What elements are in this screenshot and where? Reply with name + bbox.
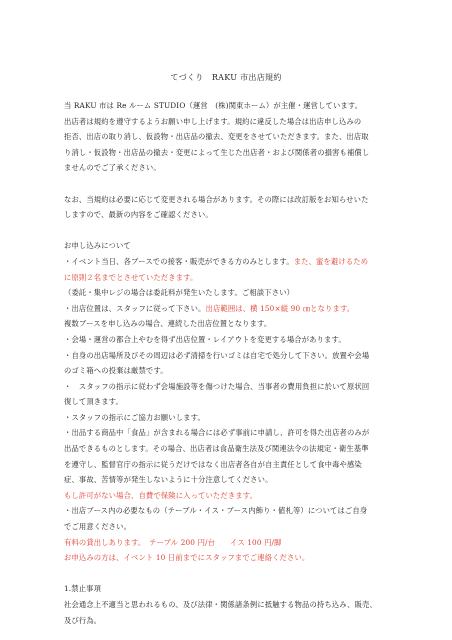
- application-line: ・ スタッフの指示に従わず会場施設等を傷つけた場合、当事者の費用負担に於いて原状回: [64, 381, 370, 391]
- application-line: 出品できるものとします。その場合、出店者は食品衛生法及び関連法令の法規定・衛生基準: [64, 444, 369, 454]
- rental-price-line: 有料の貸出しあります。 テーブル 200 円/台 イス 100 円/脚: [64, 537, 282, 547]
- application-line: ・出店ブース内の必要なもの（テーブル・イス・ブース内飾り・値札等）についてはご自身: [64, 506, 368, 516]
- application-line: [64, 301, 398, 317]
- prohibited-line: 社会通念上不適当と思われるもの、及び法律・関係諸条例に抵触する物品の持ち込み、販売、: [64, 600, 377, 609]
- application-line-red: もし許可がない場合、自費で保険に入っていただきます。: [64, 490, 258, 500]
- intro-line: 拒否、出店の取り消し、仮設物・出店品の撤去、変更をさせていただきます。また、出店取: [64, 132, 369, 142]
- application-line: ・会場・運営の都合上やむを得ず出店位置・レイアウトを変更する場合があります。: [64, 334, 346, 344]
- intro-line: り消し・仮設物・出店品の撤去・変更によって生じた出店者・および関係者の損害も補償し: [64, 147, 370, 157]
- application-text: ・イベント当日、各ブースでの接客・販売ができる方のみとします。: [64, 256, 294, 266]
- intro-line: 当 RAKU 市は Re ルーム STUDIO（運営 (株)関東ホーム）が主催・運営しています。: [64, 101, 363, 110]
- application-line: でご用意ください。: [64, 522, 132, 532]
- rental-deadline-line: お申込みの方は、イベント 10 日前までにスタッフまでご連絡ください。: [64, 553, 310, 563]
- prohibited-line: 及び行為。: [64, 615, 102, 625]
- intro-line: ませんのでご了承ください。: [64, 163, 161, 173]
- notice-line: なお、当規約は必要に応じて変更される場合があります。その際には改訂版をお知らせいた: [64, 194, 369, 204]
- application-line: ・自身の出店場所及びその周辺は必ず清掃を行いゴミは自宅で処分して下さい。放置や会場: [64, 350, 370, 360]
- application-line: （委託・集中レジの場合は委託料が発生いたします。ご相談下さい）: [64, 288, 295, 298]
- application-text: ・出店位置は、スタッフに従って下さい。: [64, 303, 206, 313]
- application-text-red: 出店範囲は、横 150×縦 90 ㎝となります。: [205, 303, 355, 313]
- document-body: [64, 98, 398, 628]
- application-line: ・出品する商品中「食品」が含まれる場合には必ず事前に申請し、許可を得た出店者のみが: [64, 428, 370, 438]
- application-line: ・スタッフの指示にご協力お願いします。: [64, 412, 205, 422]
- intro-line: 出店者は規約を遵守するようお願い申し上げます。規約に違反した場合は出店申し込みの: [64, 116, 362, 126]
- application-text-red: また、蜜を避けるため: [293, 256, 369, 266]
- application-line: のゴミ箱への投棄は厳禁です。: [64, 366, 168, 376]
- application-line: 復して頂きます。: [64, 397, 123, 407]
- application-line: を遵守し、監督官庁の指示に従うだけではなく出店者各自が自主責任として食中毒や感染: [64, 459, 362, 469]
- document-title: てづくり RAKU 市出店規約: [170, 73, 282, 82]
- notice-line: しますので、最新の内容をご確認ください。: [64, 210, 213, 220]
- application-line: 複数ブースを申し込みの場合、連続した出店位置となります。: [64, 319, 272, 329]
- application-heading: お申し込みについて: [64, 241, 131, 251]
- prohibited-heading: 1.禁止事項: [64, 584, 102, 594]
- application-line-red: に原則２名までとさせていただきます。: [64, 272, 198, 282]
- application-line: [64, 254, 398, 270]
- application-line: 症、事故、苦情等が発生しないように十分注意してください。: [64, 475, 273, 485]
